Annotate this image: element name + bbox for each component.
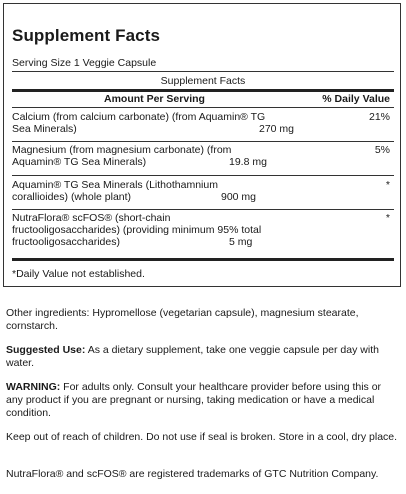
nutrient-daily-value: 21% bbox=[368, 111, 390, 123]
nutrient-daily-value: * bbox=[385, 212, 390, 224]
nutrient-daily-value: * bbox=[385, 179, 390, 191]
nutrient-line: fructooligosaccharides) bbox=[12, 236, 120, 248]
table-row bbox=[12, 144, 394, 172]
divider bbox=[12, 175, 394, 176]
divider bbox=[12, 141, 394, 142]
thick-divider bbox=[12, 258, 394, 261]
serving-size: Serving Size 1 Veggie Capsule bbox=[12, 57, 157, 69]
divider bbox=[12, 107, 394, 108]
nutrient-line: Sea Minerals) bbox=[12, 123, 77, 135]
footnote: *Daily Value not established. bbox=[12, 268, 145, 280]
table-header bbox=[12, 93, 394, 105]
nutrient-line: Aquamin® TG Sea Minerals) bbox=[12, 156, 147, 168]
trademark-notice: NutraFlora® and scFOS® are registered trademarks of GTC Nutrition Company. bbox=[6, 468, 379, 480]
nutrient-line: Aquamin® TG Sea Minerals (Lithothamnium bbox=[12, 179, 218, 191]
panel-title: Supplement Facts bbox=[12, 26, 161, 45]
nutrient-line: fructooligosaccharides) (providing minimum 95% total bbox=[12, 224, 262, 236]
suggested-use-text: As a dietary supplement, take one veggie capsule per day with water. bbox=[6, 344, 379, 369]
table-row bbox=[12, 111, 394, 139]
nutrient-name bbox=[12, 179, 332, 203]
other-ingredients: Other ingredients: Hypromellose (vegetarian capsule), magnesium stearate, cornstarch. bbox=[6, 307, 359, 332]
nutrient-line: corallioides) (whole plant) bbox=[12, 191, 132, 203]
panel-subtitle: Supplement Facts bbox=[160, 75, 246, 87]
nutrient-amount: 5 mg bbox=[229, 236, 253, 248]
header-amount: Amount Per Serving bbox=[104, 93, 205, 105]
nutrient-line: Calcium (from calcium carbonate) (from Aquamin® TG bbox=[12, 111, 266, 123]
nutrient-line: Magnesium (from magnesium carbonate) (from bbox=[12, 144, 232, 156]
divider bbox=[12, 71, 394, 72]
nutrient-amount: 19.8 mg bbox=[229, 156, 267, 168]
nutrient-line: NutraFlora® scFOS® (short-chain bbox=[12, 212, 171, 224]
nutrient-amount: 270 mg bbox=[259, 123, 295, 135]
divider bbox=[12, 209, 394, 210]
nutrient-name bbox=[12, 144, 332, 168]
nutrient-daily-value: 5% bbox=[374, 144, 390, 156]
nutrient-name bbox=[12, 212, 332, 248]
table-row bbox=[12, 212, 394, 252]
thick-divider bbox=[12, 89, 394, 92]
warning-text: For adults only. Consult your healthcare provider before using this or any product if you are pregnant or nursing, taking medication or have a medical condition. bbox=[6, 381, 382, 419]
nutrient-amount: 900 mg bbox=[221, 191, 257, 203]
warning bbox=[6, 381, 398, 420]
table-row bbox=[12, 179, 394, 207]
header-daily-value: % Daily Value bbox=[322, 93, 390, 105]
storage-instructions: Keep out of reach of children. Do not use if seal is broken. Store in a cool, dry place. bbox=[6, 431, 398, 443]
warning-label: WARNING: bbox=[6, 381, 61, 393]
suggested-use bbox=[6, 344, 398, 370]
suggested-use-label: Suggested Use: bbox=[6, 344, 86, 356]
